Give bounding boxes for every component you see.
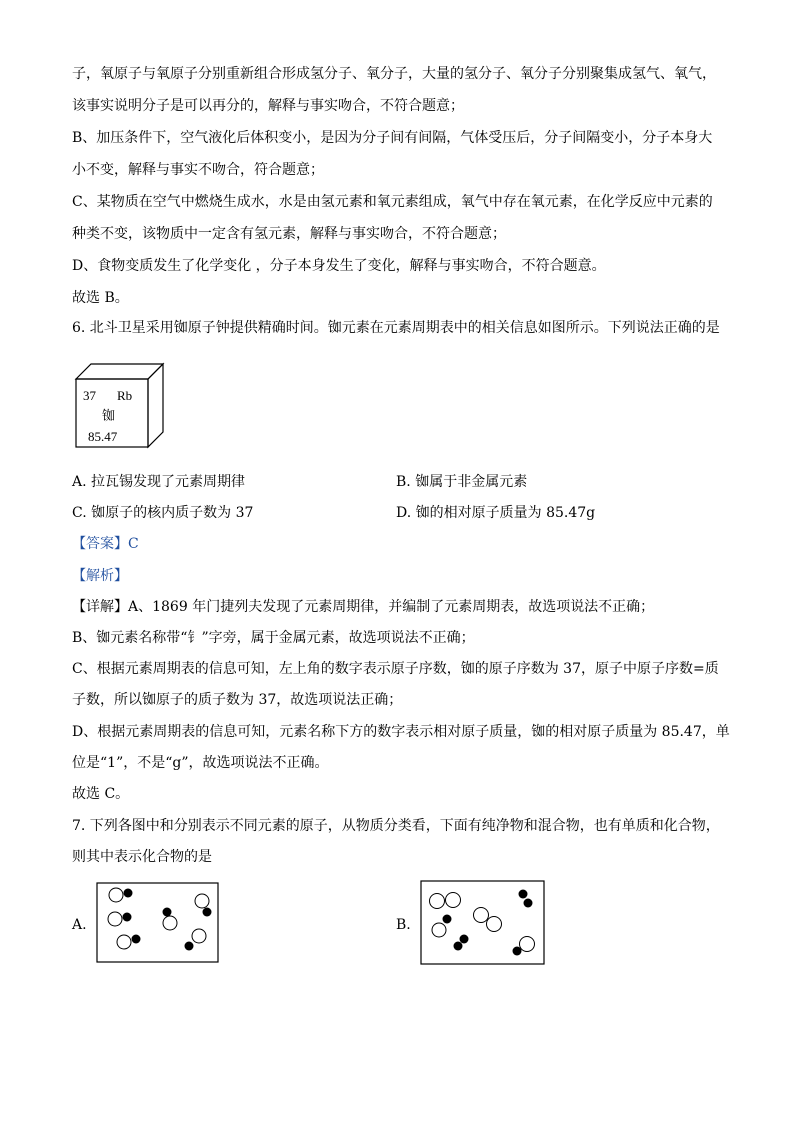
text-line: 位是“1”，不是“g”，故选项说法不正确。	[72, 755, 329, 771]
q7-option-b-diagram	[420, 880, 546, 966]
q7-option-a-diagram	[96, 882, 220, 964]
text-line: B、加压条件下，空气液化后体积变小，是因为分子间有间隔，气体受压后，分子间隔变小，分子本身大	[72, 130, 713, 146]
text-line: 种类不变，该物质中一定含有氢元素，解释与事实吻合，不符合题意；	[72, 226, 506, 242]
text-line: 小不变，解释与事实不吻合，符合题意；	[72, 162, 324, 178]
text-line: B、铷元素名称带“钅”字旁，属于金属元素，故选项说法不正确；	[72, 630, 475, 646]
text-line: D、食物变质发生了化学变化 ，分子本身发生了变化，解释与事实吻合，不符合题意。	[72, 258, 606, 274]
text-line: C、某物质在空气中燃烧生成水，水是由氢元素和氧元素组成，氧气中存在氧元素，在化学反应中元素的	[72, 194, 713, 210]
q7-option-b-label: B.	[396, 917, 411, 933]
atomic-number: 37	[83, 388, 96, 403]
q6-option-c: C. 铷原子的核内质子数为 37	[72, 505, 254, 521]
element-name: 铷	[102, 409, 116, 424]
q7-option-a-label: A.	[72, 917, 87, 933]
text-line: 子数，所以铷原子的质子数为 37，故选项说法正确；	[72, 692, 403, 708]
question-6-stem: 6. 北斗卫星采用铷原子钟提供精确时间。铷元素在元素周期表中的相关信息如图所示。下列说法正确的是	[72, 320, 720, 336]
answer-label: 【答案】C	[72, 536, 139, 552]
analysis-label: 【解析】	[72, 568, 128, 584]
text-line: 该事实说明分子是可以再分的，解释与事实吻合，不符合题意；	[72, 98, 464, 114]
question-7-stem: 7. 下列各图中和分别表示不同元素的原子，从物质分类看，下面有纯净物和混合物，也有单质和化合物，	[72, 818, 720, 834]
text-line: 故选 B。	[72, 290, 129, 306]
text-line: C、根据元素周期表的信息可知，左上角的数字表示原子序数，铷的原子序数为 37，原子中原子序数=质	[72, 661, 719, 677]
atomic-mass: 85.47	[88, 429, 118, 444]
text-line: 故选 C。	[72, 786, 130, 802]
q6-option-a: A. 拉瓦锡发现了元素周期律	[72, 474, 246, 490]
text-line: D、根据元素周期表的信息可知，元素名称下方的数字表示相对原子质量，铷的相对原子质量为 85.47，单	[72, 724, 730, 740]
q6-option-b: B. 铷属于非金属元素	[396, 474, 528, 490]
element-cell-diagram	[74, 362, 166, 450]
q6-option-d: D. 铷的相对原子质量为 85.47g	[396, 505, 596, 521]
question-7-stem: 则其中表示化合物的是	[72, 849, 212, 865]
text-line: 子，氧原子与氧原子分别重新组合形成氢分子、氧分子，大量的氢分子、氧分子分别聚集成氢气、氧气，	[72, 66, 716, 82]
element-symbol: Rb	[117, 388, 133, 403]
text-line: 【详解】A、1869 年门捷列夫发现了元素周期律，并编制了元素周期表，故选项说法不正确；	[72, 599, 655, 615]
